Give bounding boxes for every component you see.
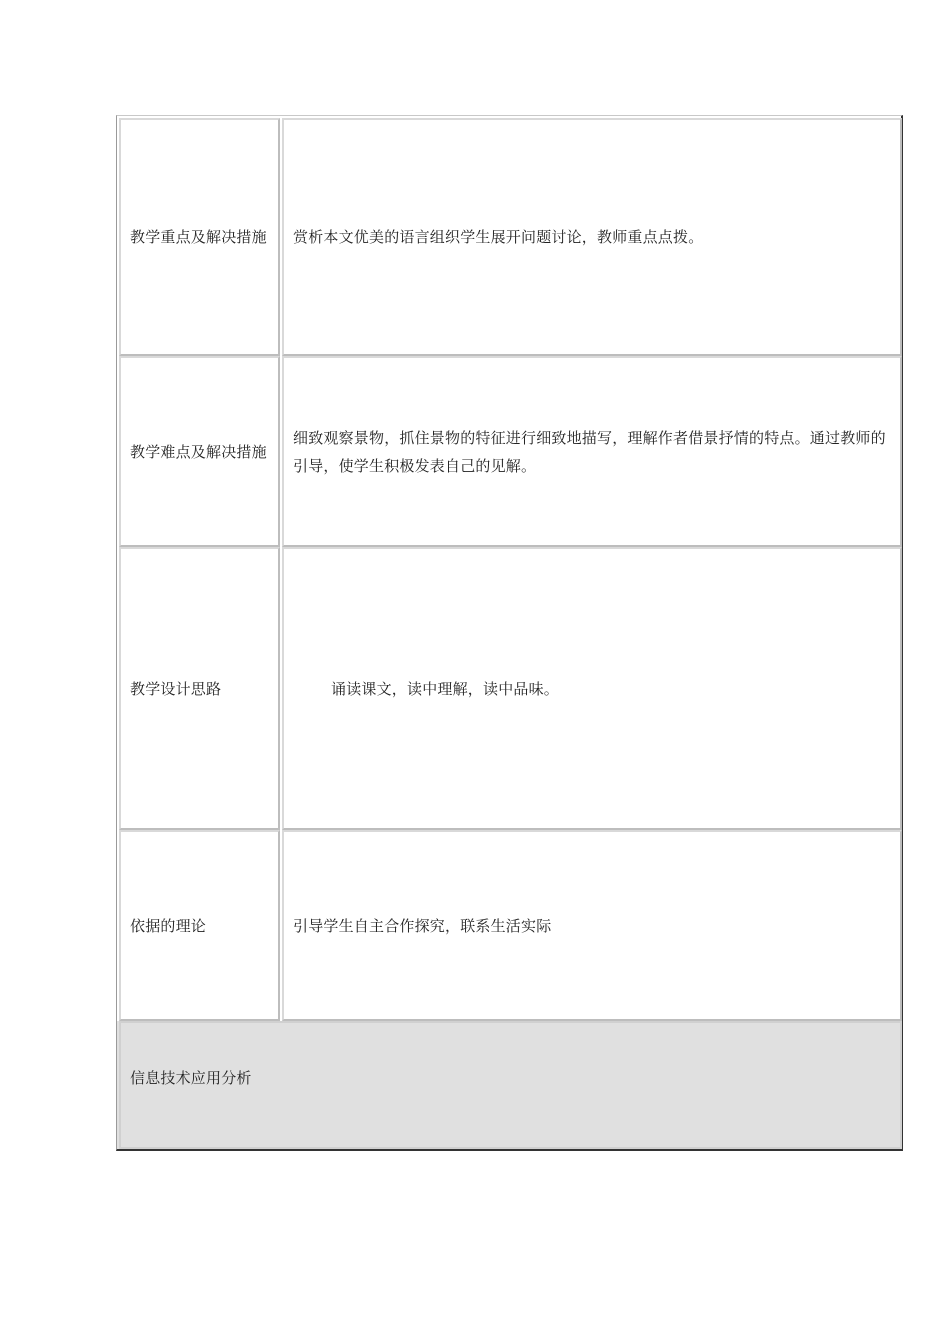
lesson-plan-table	[116, 115, 903, 1151]
row-content: 赏析本文优美的语言组织学生展开问题讨论，教师重点点拨。	[293, 228, 704, 246]
row-content-cell	[282, 118, 902, 356]
row-content: 引导学生自主合作探究，联系生活实际	[293, 916, 552, 935]
row-content-cell	[282, 356, 902, 547]
row-label-cell	[119, 830, 280, 1021]
table-row-difficult-points	[117, 356, 902, 547]
row-label: 教学难点及解决措施	[130, 442, 267, 461]
row-label-cell	[119, 356, 280, 547]
row-label-cell	[119, 547, 280, 830]
info-row-label: 信息技术应用分析	[130, 1069, 252, 1087]
row-label: 依据的理论	[130, 916, 207, 935]
row-content-cell	[282, 830, 902, 1021]
table-row-key-points	[117, 118, 902, 356]
table-row-info-tech-analysis	[117, 1021, 902, 1149]
table-row-theory-basis	[117, 830, 902, 1021]
info-row-cell	[119, 1021, 902, 1149]
row-label: 教学重点及解决措施	[130, 228, 267, 246]
row-label-cell	[119, 118, 280, 356]
table-row-design-approach	[117, 547, 902, 830]
row-content-cell	[282, 547, 902, 830]
row-content: 诵读课文，读中理解，读中品味。	[331, 679, 560, 698]
row-content: 细致观察景物，抓住景物的特征进行细致地描写，理解作者借景抒情的特点。通过教师的引导，使学生积极发表自己的见解。	[293, 428, 886, 475]
row-label: 教学设计思路	[130, 679, 222, 698]
